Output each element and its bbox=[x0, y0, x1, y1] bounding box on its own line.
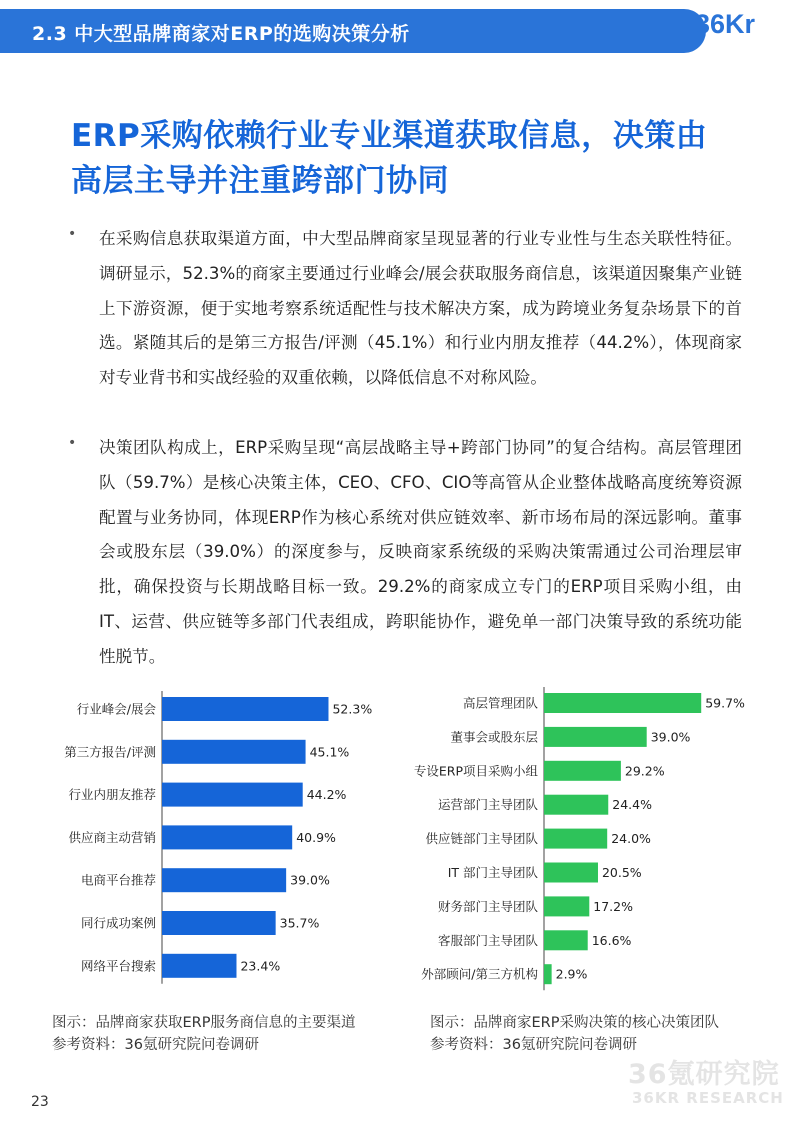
value-label: 2.9% bbox=[555, 966, 588, 982]
channel-chart-caption: 图示：品牌商家获取ERP服务商信息的主要渠道 bbox=[52, 1015, 356, 1031]
page-heading-line-2: 高层主导并注重跨部门协同 bbox=[71, 163, 449, 199]
value-label: 23.4% bbox=[240, 958, 281, 974]
value-label: 59.7% bbox=[705, 695, 745, 711]
bar bbox=[162, 954, 236, 978]
category-label: 第三方报告/评测 bbox=[64, 744, 156, 760]
category-label: 同行成功案例 bbox=[80, 915, 156, 931]
category-label: 客服部门主导团队 bbox=[437, 932, 538, 948]
section-header-bar bbox=[0, 9, 706, 53]
logo-36kr-icon bbox=[693, 3, 793, 61]
page-number: 23 bbox=[31, 1094, 49, 1110]
bar bbox=[544, 964, 552, 984]
bar bbox=[544, 727, 647, 747]
category-label: 运营部门主导团队 bbox=[437, 797, 538, 813]
decision-chart-caption-block bbox=[430, 1012, 719, 1056]
value-label: 44.2% bbox=[306, 787, 347, 803]
channel-chart bbox=[20, 690, 390, 990]
bar bbox=[544, 693, 701, 713]
page-heading-line-1: ERP采购依赖行业专业渠道获取信息，决策由 bbox=[71, 118, 708, 154]
value-label: 39.0% bbox=[290, 872, 330, 888]
bar bbox=[162, 825, 292, 849]
value-label: 29.2% bbox=[624, 763, 665, 779]
value-label: 20.5% bbox=[601, 865, 642, 880]
value-label: 39.0% bbox=[650, 729, 691, 745]
bar bbox=[544, 829, 607, 849]
decision-chart-source: 参考资料：36氪研究院问卷调研 bbox=[430, 1037, 637, 1053]
bar bbox=[162, 783, 303, 807]
value-label: 35.7% bbox=[279, 915, 320, 931]
value-label: 16.6% bbox=[591, 932, 632, 948]
channel-chart-source: 参考资料：36氪研究院问卷调研 bbox=[52, 1037, 259, 1053]
value-label: 24.0% bbox=[611, 831, 651, 847]
page-heading bbox=[71, 114, 761, 204]
category-label: 电商平台推荐 bbox=[80, 872, 156, 888]
category-label: 专设ERP项目采购小组 bbox=[413, 763, 538, 779]
bullet-paragraph-channels bbox=[62, 222, 742, 396]
bar bbox=[544, 761, 621, 781]
value-label: 45.1% bbox=[309, 744, 350, 760]
decision-team-chart bbox=[395, 688, 790, 990]
channel-chart-caption-block bbox=[52, 1012, 355, 1056]
category-label: 供应商主动营销 bbox=[68, 829, 156, 845]
decision-chart-caption: 图示：品牌商家ERP采购决策的核心决策团队 bbox=[430, 1015, 719, 1031]
bar bbox=[162, 868, 286, 892]
watermark-logo-en: 36KR RESEARCH bbox=[632, 1089, 784, 1107]
bullet-paragraph-decision-team bbox=[62, 431, 742, 675]
category-label: 外部顾问/第三方机构 bbox=[421, 966, 538, 982]
category-label: 高层管理团队 bbox=[462, 695, 538, 711]
bar bbox=[544, 863, 598, 883]
bullet-text: 决策团队构成上，ERP采购呈现“高层战略主导+跨部门协同”的复合结构。高层管理团队（59.7%）是核心决策主体，CEO、CFO、CIO等高管从企业整体战略高度统筹资源配置与业务协同，体现ERP作为核心系统对供应链效率、新市场布局的深远影响。董事会或股东层（39.0%）的深度参与，反映商家系统级的采购决策需通过公司治理层审批，确保投资与长期战略目标一致。29.2%的商家成立专门的ERP项目采购小组，由IT、运营、供应链等多部门代表组成，跨职能协作，避免单一部门决策导致的系统功能性脱节。 bbox=[99, 438, 742, 666]
svg-text:36Kr: 36Kr bbox=[695, 9, 756, 39]
bar bbox=[544, 795, 608, 815]
bar bbox=[162, 911, 276, 935]
channel-bar-chart bbox=[20, 690, 390, 990]
bullet-marker: • bbox=[68, 435, 77, 451]
category-label: 行业内朋友推荐 bbox=[68, 787, 156, 803]
category-label: 行业峰会/展会 bbox=[76, 701, 156, 717]
watermark-logo-cn: 36氪研究院 bbox=[628, 1059, 780, 1090]
category-label: 财务部门主导团队 bbox=[437, 898, 538, 914]
bar bbox=[162, 697, 328, 721]
bullet-text: 在采购信息获取渠道方面，中大型品牌商家呈现显著的行业专业性与生态关联性特征。调研显示，52.3%的商家主要通过行业峰会/展会获取服务商信息，该渠道因聚集产业链上下游资源，便于实地考察系统适配性与技术解决方案，成为跨境业务复杂场景下的首选。紧随其后的是第三方报告/评测（45.1%）和行业内朋友推荐（44.2%），体现商家对专业背书和实战经验的双重依赖，以降低信息不对称风险。 bbox=[99, 229, 742, 388]
category-label: 董事会或股东层 bbox=[450, 729, 538, 745]
category-label: IT 部门主导团队 bbox=[447, 865, 538, 880]
bar bbox=[544, 896, 589, 916]
decision-team-bar-chart bbox=[395, 688, 790, 990]
value-label: 24.4% bbox=[612, 797, 652, 813]
value-label: 17.2% bbox=[593, 898, 634, 914]
value-label: 40.9% bbox=[296, 829, 336, 845]
value-label: 52.3% bbox=[332, 701, 373, 717]
section-title: 2.3 中大型品牌商家对ERP的选购决策分析 bbox=[32, 23, 410, 45]
category-label: 供应链部门主导团队 bbox=[425, 831, 538, 847]
bullet-marker: • bbox=[68, 226, 77, 242]
bar bbox=[162, 740, 306, 764]
category-label: 网络平台搜索 bbox=[80, 958, 156, 974]
bar bbox=[544, 930, 588, 950]
